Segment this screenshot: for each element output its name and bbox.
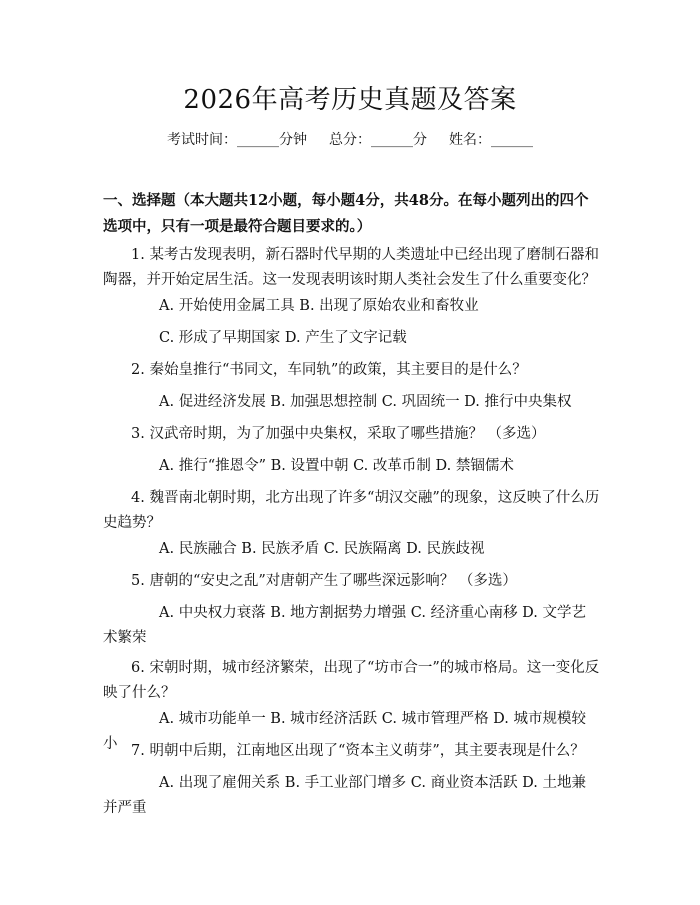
question-2: [103, 358, 600, 383]
question-number: 6.: [131, 660, 145, 676]
section-heading: 一、选择题（本大题共12小题，每小题4分，共48分。在每小题列出的四个选项中，只有一项是最符合题目要求的。）: [103, 192, 589, 235]
student-name: 姓名：______: [449, 132, 533, 148]
question-1-options-row-2: C. 形成了早期国家 D. 产生了文字记载: [159, 330, 407, 346]
question-3: [103, 422, 600, 447]
question-6-options: A. 城市功能单一 B. 城市经济活跃 C. 城市管理严格 D. 城市规模较小: [103, 711, 587, 752]
total-score: 总分：______分: [329, 132, 427, 148]
document-title: 2026年高考历史真题及答案: [183, 85, 517, 115]
question-number: 2.: [131, 362, 145, 378]
question-number: 1.: [131, 247, 145, 263]
question-4-options: A. 民族融合 B. 民族矛盾 C. 民族隔离 D. 民族歧视: [159, 541, 485, 557]
question-1: [103, 243, 600, 293]
question-2-options: A. 促进经济发展 B. 加强思想控制 C. 巩固统一 D. 推行中央集权: [159, 394, 572, 410]
question-text: 明朝中后期，江南地区出现了“资本主义萌芽”，其主要表现是什么？: [149, 743, 585, 759]
exam-time: 考试时间：______分钟: [167, 132, 307, 148]
question-number: 7.: [131, 743, 145, 759]
question-6: [103, 656, 600, 706]
question-text: 汉武帝时期，为了加强中央集权，采取了哪些措施？ （多选）: [149, 426, 546, 442]
question-1-options-row-1: A. 开始使用金属工具 B. 出现了原始农业和畜牧业: [159, 298, 479, 314]
question-text: 魏晋南北朝时期，北方出现了许多“胡汉交融”的现象，这反映了什么历史趋势？: [103, 490, 600, 531]
question-text: 某考古发现表明，新石器时代早期的人类遗址中已经出现了磨制石器和陶器，并开始定居生活。这一发现表明该时期人类社会发生了什么重要变化？: [103, 247, 599, 288]
question-number: 5.: [131, 573, 145, 589]
question-text: 秦始皇推行“书同文，车同轨”的政策，其主要目的是什么？: [149, 362, 527, 378]
question-text: 唐朝的“安史之乱”对唐朝产生了哪些深远影响？ （多选）: [149, 573, 517, 589]
exam-meta: [0, 130, 700, 150]
question-5: [103, 569, 600, 594]
question-7-options: A. 出现了雇佣关系 B. 手工业部门增多 C. 商业资本活跃 D. 土地兼并严重: [103, 775, 587, 816]
question-4: [103, 486, 600, 536]
question-5-options: A. 中央权力衰落 B. 地方割据势力增强 C. 经济重心南移 D. 文学艺术繁荣: [103, 605, 587, 646]
question-7: [103, 739, 600, 764]
question-number: 3.: [131, 426, 145, 442]
question-number: 4.: [131, 490, 145, 506]
question-3-options: A. 推行“推恩令” B. 设置中朝 C. 改革币制 D. 禁锢儒术: [159, 458, 514, 474]
question-text: 宋朝时期，城市经济繁荣，出现了“坊市合一”的城市格局。这一变化反映了什么？: [103, 660, 600, 701]
